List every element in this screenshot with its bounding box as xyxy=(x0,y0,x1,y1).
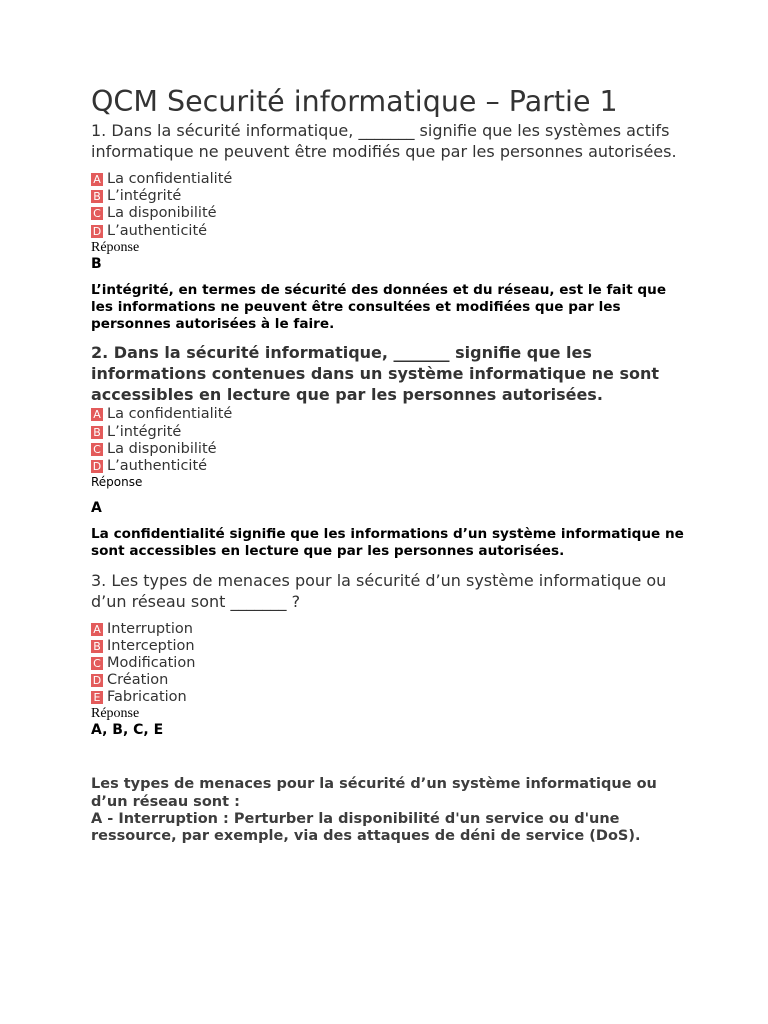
answer-explanation-item: A - Interruption : Perturber la disponibilité d'un service ou d'une ressource, par exemple, via des attaques de déni de service (DoS). xyxy=(91,810,641,845)
option-letter-badge: D xyxy=(92,224,102,238)
option-letter-badge: E xyxy=(91,691,103,704)
reponse-label: Réponse xyxy=(91,239,140,255)
option-e xyxy=(91,689,691,706)
reponse-label: Réponse xyxy=(91,706,140,722)
option-letter-badge: C xyxy=(91,207,103,220)
option-letter-badge: B xyxy=(91,640,103,653)
option-b xyxy=(91,424,691,441)
option-label: L’intégrité xyxy=(107,423,182,440)
question-2-options xyxy=(91,406,691,475)
answer-value: A, B, C, E xyxy=(91,722,164,739)
option-label: Interception xyxy=(107,637,195,654)
option-letter-badge: B xyxy=(91,190,103,203)
option-a xyxy=(91,171,691,188)
option-a xyxy=(91,621,691,638)
option-b xyxy=(91,638,691,655)
question-3 xyxy=(91,570,691,846)
option-c xyxy=(91,441,691,458)
option-label: Interruption xyxy=(107,620,193,637)
option-label: La disponibilité xyxy=(107,440,217,457)
option-letter-badge: D xyxy=(92,674,102,688)
page-title: QCM Securité informatique – Partie 1 xyxy=(91,85,618,118)
option-letter-badge: A xyxy=(91,173,103,186)
reponse-label: Réponse xyxy=(91,475,143,490)
option-d xyxy=(91,223,691,240)
question-3-text: 3. Les types de menaces pour la sécurité d’un système informatique ou d’un réseau sont _______ ? xyxy=(91,570,667,611)
option-label: La confidentialité xyxy=(107,406,233,423)
question-2 xyxy=(91,342,691,560)
answer-explanation-intro: Les types de menaces pour la sécurité d’un système informatique ou d’un réseau sont : xyxy=(91,776,657,810)
question-1-text: 1. Dans la sécurité informatique, _______ signifie que les systèmes actifs informatique ne peuvent être modifiés que par les personnes autorisées. xyxy=(91,121,677,161)
option-d xyxy=(91,458,691,475)
option-letter-badge: A xyxy=(91,408,103,421)
option-c xyxy=(91,205,691,222)
option-c xyxy=(91,655,691,672)
option-label: La disponibilité xyxy=(107,205,217,222)
option-label: La confidentialité xyxy=(107,171,233,187)
question-2-text: 2. Dans la sécurité informatique, _______ signifie que les informations contenues dans un système informatique ne sont accessibles en lecture que par les personnes autorisées. xyxy=(91,343,659,405)
answer-value: A xyxy=(91,500,102,517)
option-letter-badge: A xyxy=(91,623,103,636)
option-label: L’authenticité xyxy=(107,222,208,239)
option-letter-badge: C xyxy=(91,657,103,670)
question-1 xyxy=(91,120,691,333)
option-letter-badge: C xyxy=(91,443,103,456)
option-label: Création xyxy=(107,672,169,689)
option-b xyxy=(91,188,691,205)
option-letter-badge: D xyxy=(92,460,102,474)
option-label: Modification xyxy=(107,654,196,671)
answer-explanation: L’intégrité, en termes de sécurité des données et du réseau, est le fait que les informations ne peuvent être consultées et modifiées que par les personnes autorisées à le faire. xyxy=(91,281,667,333)
option-label: L’intégrité xyxy=(107,188,182,205)
option-d xyxy=(91,672,691,689)
option-letter-badge: B xyxy=(91,426,103,439)
answer-explanation: La confidentialité signifie que les informations d’un système informatique ne sont accessibles en lecture que par les personnes autorisées. xyxy=(91,526,684,560)
question-1-options xyxy=(91,171,691,240)
answer-value: B xyxy=(91,255,102,272)
option-a xyxy=(91,406,691,423)
option-label: L’authenticité xyxy=(107,457,208,474)
document-page xyxy=(91,84,691,845)
option-label: Fabrication xyxy=(107,689,187,706)
question-3-options xyxy=(91,621,691,707)
